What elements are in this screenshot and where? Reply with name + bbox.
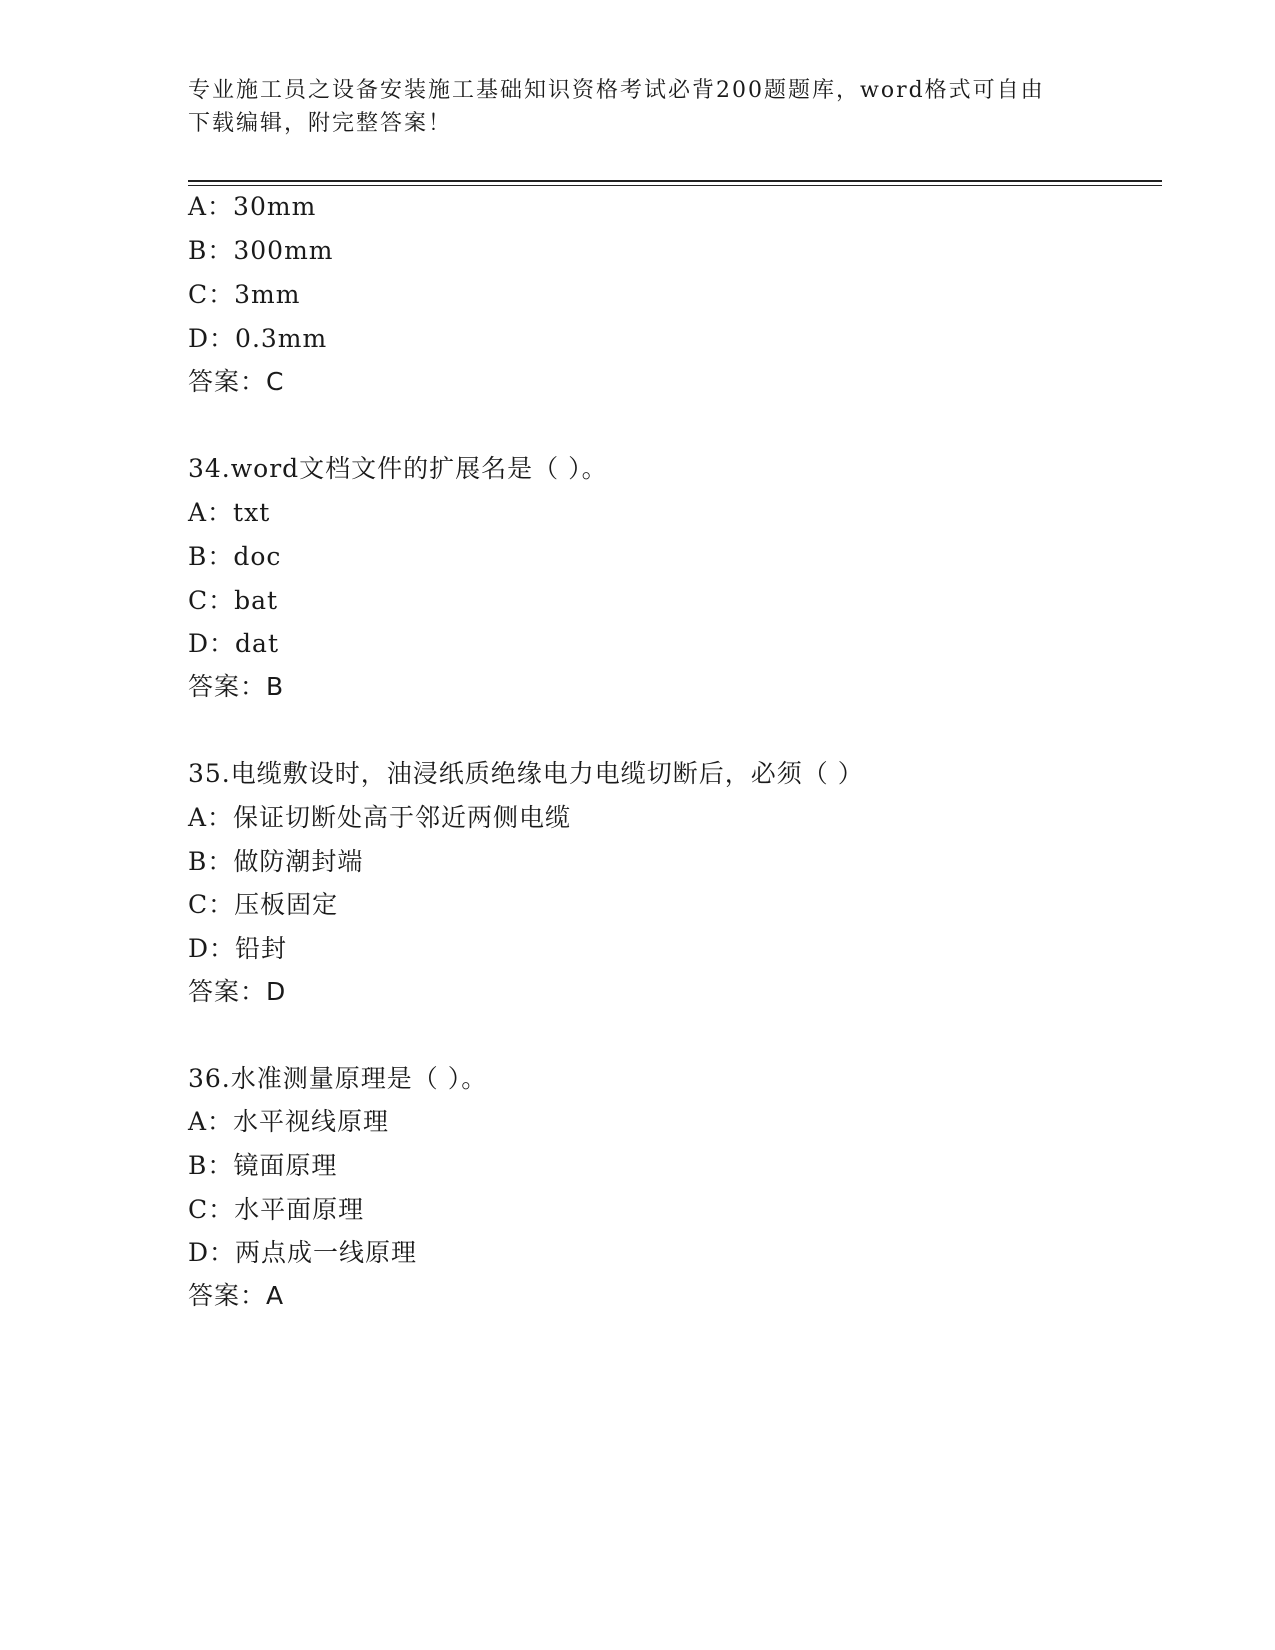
q35-option-a: A：保证切断处高于邻近两侧电缆 <box>188 803 572 832</box>
header-divider-thick <box>188 180 1162 182</box>
q35-answer: 答案：D <box>188 977 287 1006</box>
header-line-1: 专业施工员之设备安装施工基础知识资格考试必背200题题库，word格式可自由 <box>188 78 1045 103</box>
q34-stem: 34.word文档文件的扩展名是（ ）。 <box>188 454 608 483</box>
q36-option-c: C：水平面原理 <box>188 1195 365 1224</box>
q34-option-d: D：dat <box>188 629 279 658</box>
header-divider-thin <box>188 185 1162 186</box>
q36-answer: 答案：A <box>188 1281 285 1310</box>
q35-option-b: B：做防潮封端 <box>188 847 364 876</box>
q34-option-c: C：bat <box>188 586 279 615</box>
q33-option-a: A：30mm <box>188 192 317 221</box>
q36-stem: 36.水准测量原理是（ ）。 <box>188 1064 488 1093</box>
q33-option-c: C：3mm <box>188 280 301 309</box>
q35-stem: 35.电缆敷设时，油浸纸质绝缘电力电缆切断后，必须（ ） <box>188 759 864 788</box>
q33-answer: 答案：C <box>188 367 285 396</box>
q36-option-b: B：镜面原理 <box>188 1151 338 1180</box>
q33-option-d: D：0.3mm <box>188 324 328 353</box>
q34-option-b: B：doc <box>188 542 282 571</box>
q35-option-c: C：压板固定 <box>188 890 339 919</box>
document-header <box>188 74 1088 140</box>
header-line-2: 下载编辑，附完整答案！ <box>188 111 453 136</box>
q36-option-d: D：两点成一线原理 <box>188 1238 418 1267</box>
q33-option-b: B：300mm <box>188 236 334 265</box>
q35-option-d: D：铅封 <box>188 934 288 963</box>
q36-option-a: A：水平视线原理 <box>188 1107 390 1136</box>
q34-answer: 答案：B <box>188 672 285 701</box>
q34-option-a: A：txt <box>188 498 271 527</box>
